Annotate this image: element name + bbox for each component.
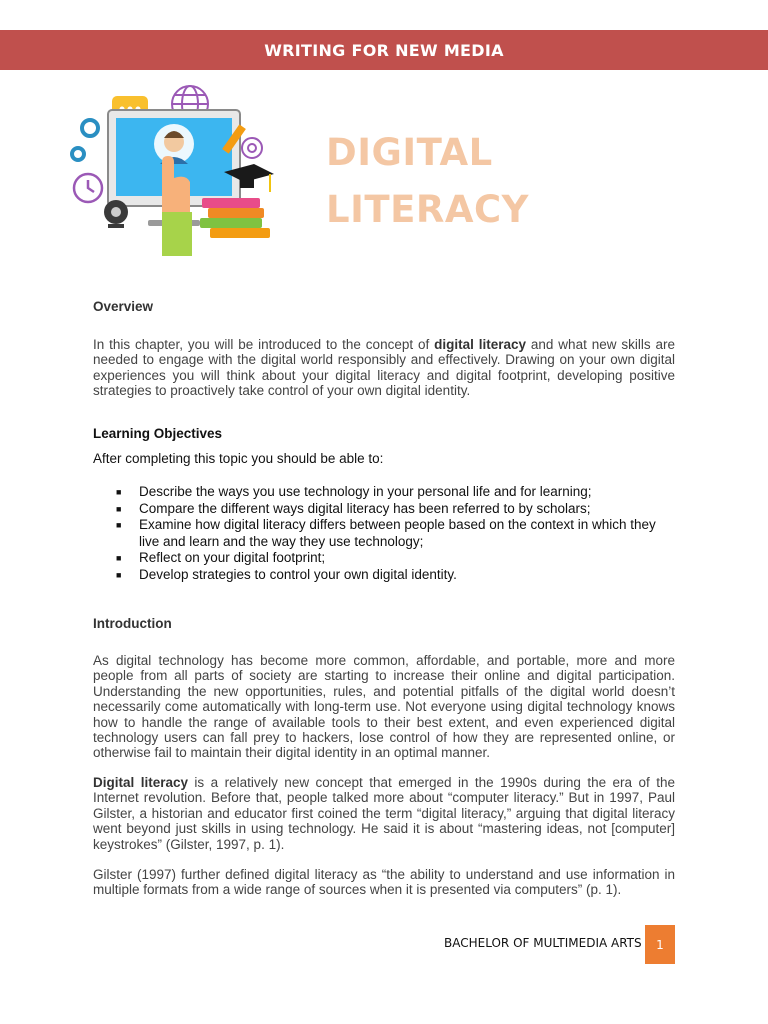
introduction-paragraph-1: As digital technology has become more common, affordable, and portable, more and more people from all parts of society are starting to increase their online and digital participation. Understanding the new opportunities, rules, and potential pitfalls of the digital world doesn’t necessarily come automatically with long-term use. Not everyone using digital technology knows how to handle the range of available tools to their best extent, and even experienced digital technology users can fall prey to hackers, lose control of how they are represented online, or otherwise fail to maintain their digital identity in an optimal manner. <box>93 653 675 761</box>
header-title: WRITING FOR NEW MEDIA <box>264 40 504 60</box>
bullet-icon: ■ <box>116 553 122 564</box>
teacher-avatar <box>154 124 194 164</box>
books-icon <box>200 198 270 238</box>
overview-bold-term: digital literacy <box>434 337 527 352</box>
target-icon <box>242 138 262 158</box>
footer-program: BACHELOR OF MULTIMEDIA ARTS <box>444 936 642 950</box>
objectives-list-wrap <box>93 484 675 584</box>
page-number: 1 <box>656 937 664 952</box>
computer-learning-illustration <box>64 84 278 256</box>
objectives-lead: After completing this topic you should be able to: <box>93 451 384 466</box>
introduction-paragraph-3: Gilster (1997) further defined digital literacy as “the ability to understand and use information in multiple formats from a wide range of sources when it is presented via computers” (p. 1). <box>93 867 675 898</box>
list-item: ■ Compare the different ways digital literacy has been referred to by scholars; <box>116 500 591 516</box>
introduction-para3-wrap <box>93 867 675 898</box>
overview-text-after: and what new skills are needed to engage with the digital world responsibly and effectively. Drawing on your own digital experiences you will think about your digital literacy and digital footprint, developing positive strategies to proactively take control of your own digital identity. <box>93 337 675 399</box>
chapter-title-line2: LITERACY <box>326 188 529 231</box>
bullet-icon: ■ <box>116 503 122 514</box>
list-item: ■ Develop strategies to control your own digital identity. <box>116 566 457 582</box>
overview-heading: Overview <box>93 299 154 314</box>
overview-paragraph <box>93 337 675 399</box>
overview-section <box>93 299 675 314</box>
overview-text-before: In this chapter, you will be introduced to the concept of <box>93 337 435 352</box>
introduction-para1-wrap <box>93 653 675 761</box>
introduction-paragraph-2: Digital literacy is a relatively new concept that emerged in the 1990s during the era of the Internet revolution. Before that, people talked more about “computer literacy.” But in 1997, Paul Gilster, a historian and educator first coined the term “digital literacy,” arguing that digital literacy went beyond just skills in using technology. He said it is about “mastering ideas, not [computer] keystrokes” (Gilster, 1997, p. 1). <box>93 775 675 852</box>
introduction-heading: Introduction <box>93 616 172 631</box>
introduction-section <box>93 616 675 631</box>
objectives-section <box>93 426 675 441</box>
list-item: ■ Examine how digital literacy differs between people based on the context in which they live and learn and the way they use technology; <box>116 517 656 549</box>
objectives-heading: Learning Objectives <box>93 426 223 441</box>
objectives-lead-wrap <box>93 451 675 467</box>
webcam-icon <box>104 200 128 228</box>
page-number-badge <box>645 925 675 964</box>
objectives-list <box>93 484 675 584</box>
clock-icon <box>74 174 102 202</box>
bullet-icon: ■ <box>116 569 122 580</box>
digital-literacy-term: Digital literacy <box>93 775 188 790</box>
gear-icon <box>72 120 98 160</box>
chapter-title-line1: DIGITAL <box>326 131 493 174</box>
overview-body <box>93 337 675 399</box>
header-band <box>0 30 768 70</box>
list-item: ■ Reflect on your digital footprint; <box>116 550 326 566</box>
chapter-title <box>326 124 546 238</box>
bullet-icon: ■ <box>116 520 122 531</box>
introduction-para2-wrap <box>93 775 675 852</box>
list-item: ■ Describe the ways you use technology in your personal life and for learning; <box>116 484 592 499</box>
bullet-icon: ■ <box>116 487 122 497</box>
